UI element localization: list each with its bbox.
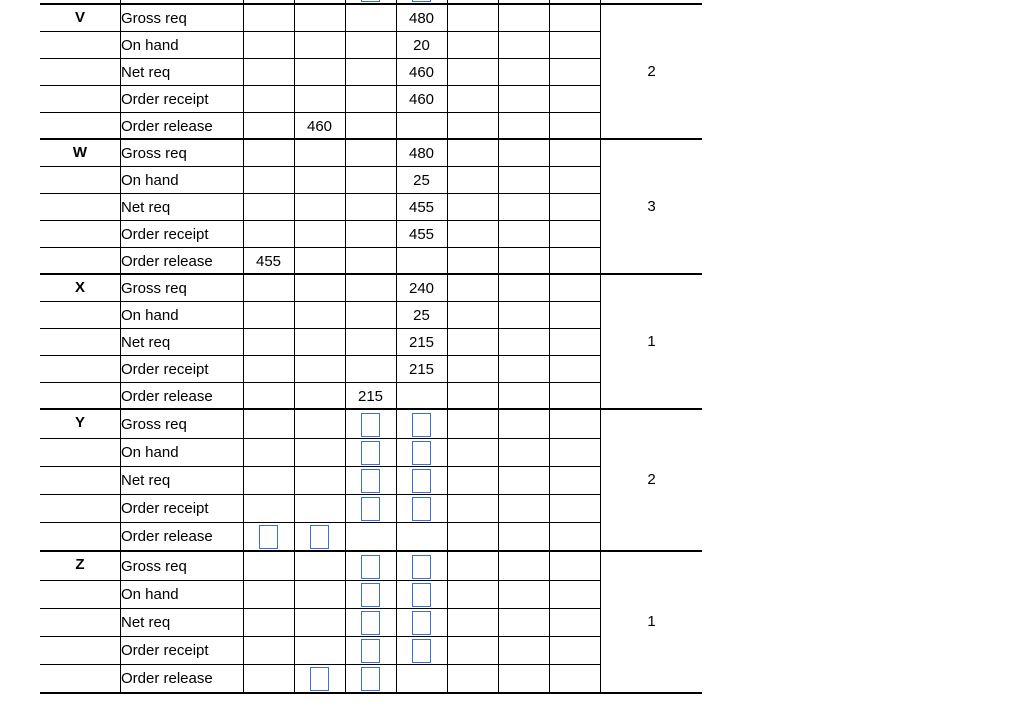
period-value: 460 [408, 64, 435, 81]
item-separator [40, 138, 702, 140]
grid-vline [549, 0, 550, 694]
quantity-input[interactable] [310, 667, 329, 691]
quantity-input[interactable] [361, 413, 380, 437]
quantity-input[interactable] [412, 441, 431, 465]
lead-time-value: 1 [647, 333, 656, 350]
grid-vline [447, 0, 448, 694]
row-divider [40, 220, 601, 221]
lead-time-value: 1 [647, 613, 656, 630]
row-label: Order release [121, 528, 213, 545]
row-label: Order receipt [121, 91, 209, 108]
quantity-input[interactable] [361, 441, 380, 465]
row-divider [40, 580, 601, 581]
quantity-input[interactable] [361, 555, 380, 579]
row-divider [40, 301, 601, 302]
period-value: 215 [408, 361, 435, 378]
grid-vline [243, 0, 244, 694]
row-label: Net req [121, 199, 171, 216]
row-label: Order release [121, 670, 213, 687]
item-separator [40, 3, 702, 5]
grid-vline [294, 0, 295, 694]
row-label: Gross req [121, 145, 187, 162]
quantity-input[interactable] [361, 497, 380, 521]
row-divider [40, 193, 601, 194]
row-divider [40, 608, 601, 609]
quantity-input[interactable] [412, 497, 431, 521]
row-label: On hand [121, 37, 179, 54]
quantity-input[interactable] [361, 667, 380, 691]
row-label: Net req [121, 472, 171, 489]
row-divider [40, 382, 601, 383]
row-divider [40, 355, 601, 356]
row-divider [40, 85, 601, 86]
period-value: 20 [413, 37, 430, 54]
quantity-input[interactable] [361, 639, 380, 663]
period-value: 480 [408, 145, 435, 162]
lead-time-value: 3 [647, 198, 656, 215]
item-code: Z [75, 556, 85, 573]
lead-time-value: 2 [647, 471, 656, 488]
grid-vline [345, 0, 346, 694]
item-code: X [74, 279, 85, 296]
row-label: Order release [121, 388, 213, 405]
quantity-input[interactable] [361, 583, 380, 607]
item-code: Y [74, 414, 85, 431]
quantity-input[interactable] [412, 469, 431, 493]
row-divider [40, 166, 601, 167]
row-divider [40, 31, 601, 32]
row-divider [40, 328, 601, 329]
quantity-input[interactable] [412, 413, 431, 437]
quantity-input[interactable] [412, 583, 431, 607]
period-value: 25 [413, 307, 430, 324]
row-label: Order receipt [121, 226, 209, 243]
period-value: 240 [408, 280, 435, 297]
row-label: On hand [121, 172, 179, 189]
period-value: 215 [408, 334, 435, 351]
row-divider [40, 112, 601, 113]
table-bottom-border [40, 693, 702, 694]
item-code: V [74, 9, 85, 26]
period-value: 455 [408, 226, 435, 243]
row-label: Gross req [121, 280, 187, 297]
period-value: 460 [408, 91, 435, 108]
quantity-input[interactable] [361, 0, 380, 2]
period-value: 460 [306, 118, 333, 135]
row-label: Net req [121, 614, 171, 631]
row-label: Order receipt [121, 642, 209, 659]
quantity-input[interactable] [361, 611, 380, 635]
row-divider [40, 522, 601, 523]
row-label: Order receipt [121, 361, 209, 378]
quantity-input[interactable] [361, 469, 380, 493]
row-divider [40, 664, 601, 665]
row-label: Order release [121, 253, 213, 270]
quantity-input[interactable] [412, 555, 431, 579]
lead-time-value: 2 [647, 63, 656, 80]
quantity-input[interactable] [412, 0, 431, 2]
period-value: 455 [255, 253, 282, 270]
row-label: On hand [121, 307, 179, 324]
item-separator [40, 273, 702, 275]
quantity-input[interactable] [412, 639, 431, 663]
row-divider [40, 466, 601, 467]
row-divider [40, 494, 601, 495]
grid-vline [498, 0, 499, 694]
row-divider [40, 58, 601, 59]
row-label: Gross req [121, 10, 187, 27]
item-separator [40, 550, 702, 552]
row-label: Gross req [121, 558, 187, 575]
period-value: 480 [408, 10, 435, 27]
period-value: 25 [413, 172, 430, 189]
period-value: 215 [357, 388, 384, 405]
row-label: Order receipt [121, 500, 209, 517]
quantity-input[interactable] [412, 611, 431, 635]
row-divider [40, 247, 601, 248]
item-code: W [72, 144, 88, 161]
period-value: 455 [408, 199, 435, 216]
row-divider [40, 438, 601, 439]
row-divider [40, 636, 601, 637]
row-label: Net req [121, 64, 171, 81]
row-label: On hand [121, 586, 179, 603]
item-separator [40, 408, 702, 410]
row-label: Order release [121, 118, 213, 135]
quantity-input[interactable] [259, 525, 278, 549]
quantity-input[interactable] [310, 525, 329, 549]
row-label: Gross req [121, 416, 187, 433]
row-label: On hand [121, 444, 179, 461]
row-label: Net req [121, 334, 171, 351]
